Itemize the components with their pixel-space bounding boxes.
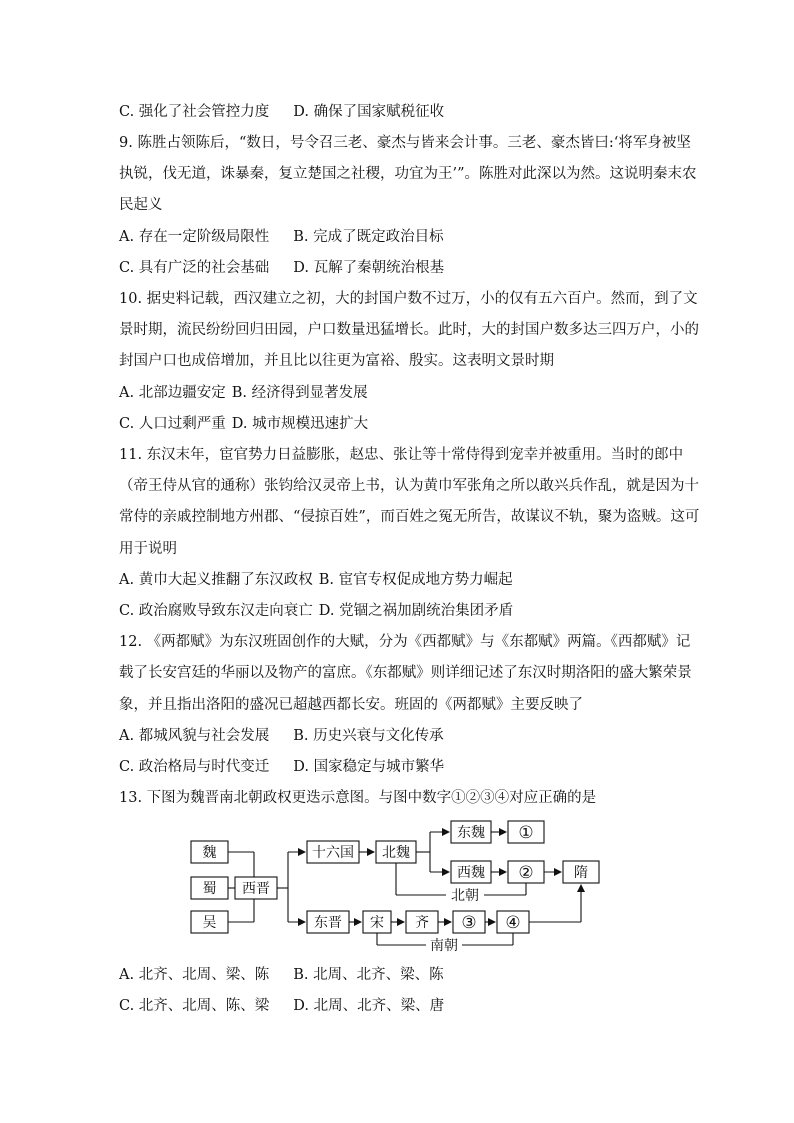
label-nanchao: 南朝 [430, 938, 458, 954]
option-c: C. 人口过剩严重 [119, 416, 226, 432]
option-c: C. 政治腐败导致东汉走向衰亡 [119, 603, 313, 619]
label-beiwei: 北魏 [382, 845, 410, 861]
label-qi: 齐 [415, 915, 429, 931]
label-n4: ④ [505, 913, 521, 933]
option-a: A. 都城风貌与社会发展 [119, 728, 270, 744]
question-12-line-2: 载了长安宫廷的华丽以及物产的富庶。《东都赋》则详细记述了东汉时期洛阳的盛大繁荣景 [119, 665, 692, 681]
option-d: D. 国家稳定与城市繁华 [293, 759, 445, 775]
option-b: B. 完成了既定政治目标 [293, 229, 444, 245]
option-d: D. 北周、北齐、梁、唐 [293, 998, 445, 1014]
option-d: D. 确保了国家赋税征收 [293, 104, 445, 120]
question-9-line-1: 9. 陈胜占领陈后，“数日，号令召三老、豪杰与皆来会计事。三老、豪杰皆曰:‘将军身被坚 [119, 135, 691, 151]
label-wu: 吴 [202, 915, 217, 931]
option-a: A. 北部边疆安定 [119, 385, 226, 401]
label-wei: 魏 [202, 845, 217, 861]
label-xijin: 西晋 [242, 881, 270, 897]
label-n2: ② [518, 863, 534, 883]
label-sui: 隋 [574, 865, 588, 881]
question-11-line-1: 11. 东汉末年，宦官势力日益膨胀，赵忠、张让等十常侍得到宠幸并被重用。当时的郎中 [119, 447, 684, 463]
label-beichao: 北朝 [451, 888, 479, 904]
label-xiwei: 西魏 [457, 865, 485, 881]
question-12-line-3: 象，并且指出洛阳的盛况已超越西都长安。班固的《两都赋》主要反映了 [119, 697, 583, 713]
label-dongjin: 东晋 [314, 915, 342, 931]
question-10-line-2: 景时期，流民纷纷回归田园，户口数量迅猛增长。此时，大的封国户数多达三四万户，小的 [119, 322, 699, 338]
option-a: A. 存在一定阶级局限性 [119, 229, 270, 245]
question-10-line-3: 封国户口也成倍增加，并且比以往更为富裕、殷实。这表明文景时期 [119, 353, 554, 369]
question-11-line-4: 用于说明 [119, 541, 177, 557]
question-9-line-3: 民起义 [119, 197, 163, 213]
question-11-line-2: （帝王侍从官的通称）张钧给汉灵帝上书，认为黄巾军张角之所以敢兴兵作乱，就是因为十 [119, 478, 699, 494]
option-b: B. 北周、北齐、梁、陈 [293, 967, 444, 983]
option-d: D. 党锢之祸加剧统治集团矛盾 [318, 603, 514, 619]
question-11-line-3: 常侍的亲戚控制地方州郡、“侵掠百姓”，而百姓之冤无所告，故谋议不轨，聚为盗贼。这可 [119, 509, 700, 525]
question-9-line-2: 执锐，伐无道，诛暴秦，复立楚国之社稷，功宜为王’”。陈胜对此深以为然。这说明秦末农 [119, 166, 697, 182]
label-shu: 蜀 [202, 881, 217, 897]
option-c: C. 北齐、北周、陈、梁 [119, 998, 270, 1014]
option-c: C. 强化了社会管控力度 [119, 104, 270, 120]
option-d: D. 瓦解了秦朝统治根基 [293, 260, 445, 276]
option-d: D. 城市规模迅速扩大 [231, 416, 369, 432]
option-c: C. 政治格局与时代变迁 [119, 759, 270, 775]
option-c: C. 具有广泛的社会基础 [119, 260, 270, 276]
label-song: 宋 [370, 915, 384, 931]
label-n1: ① [518, 823, 534, 843]
option-b: B. 宦官专权促成地方势力崛起 [318, 572, 513, 588]
question-10-line-1: 10. 据史料记载，西汉建立之初，大的封国户数不过万，小的仅有五六百户。然而，到了文 [119, 291, 698, 307]
label-dongwei: 东魏 [457, 825, 485, 841]
label-n3: ③ [461, 913, 477, 933]
question-12-line-1: 12. 《两都赋》为东汉班固创作的大赋，分为《西都赋》与《东都赋》两篇。《西都赋》记 [119, 634, 691, 650]
option-b: B. 经济得到显著发展 [231, 385, 368, 401]
option-a: A. 北齐、北周、梁、陈 [119, 967, 270, 983]
question-13-line-1: 13. 下图为魏晋南北朝政权更迭示意图。与图中数字①②③④对应正确的是 [119, 790, 597, 806]
label-shiliuguo: 十六国 [312, 845, 354, 861]
option-b: B. 历史兴衰与文化传承 [293, 728, 444, 744]
option-a: A. 黄巾大起义推翻了东汉政权 [119, 572, 313, 588]
